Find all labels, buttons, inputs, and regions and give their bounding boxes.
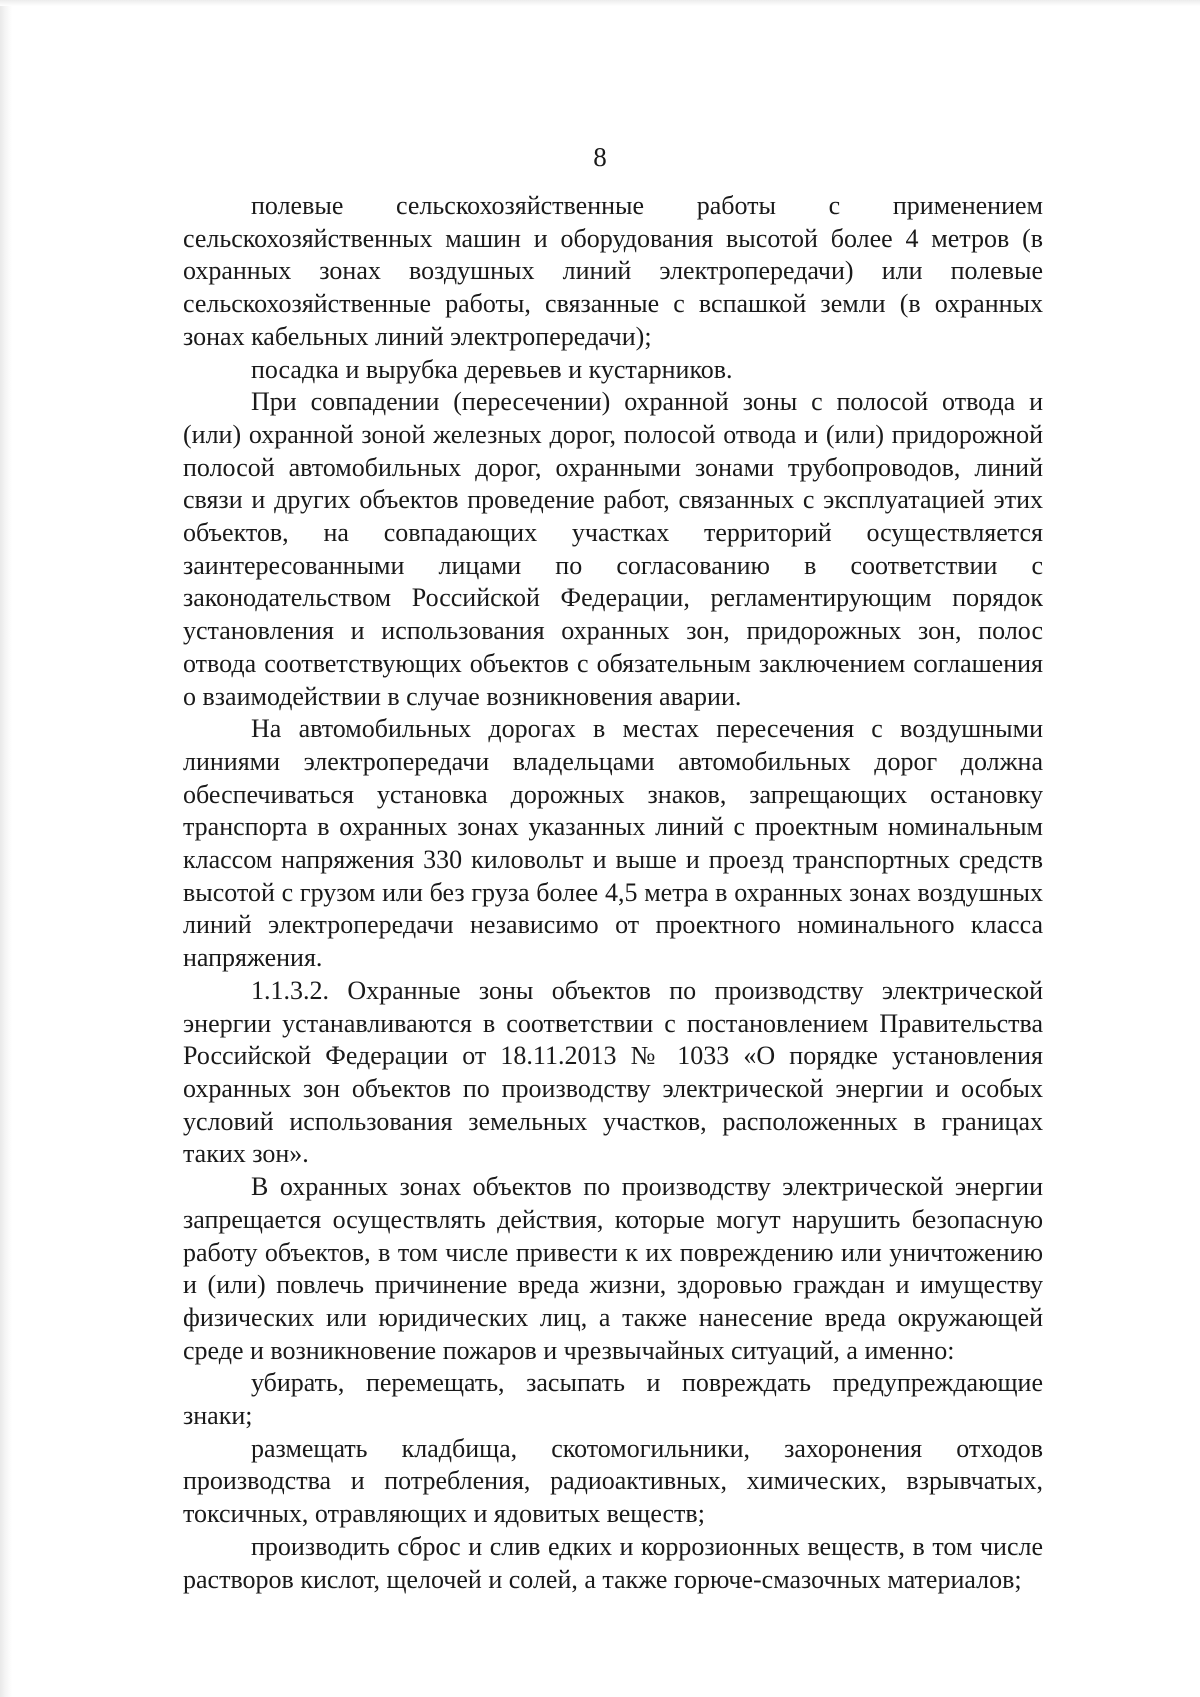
paragraph: В охранных зонах объектов по производству электрической энергии запрещается осуществлять действия, которые могут нарушить безопасную работу объектов, в том числе привести к их повреждению или уничтожению и (или) повлечь причинение вреда жизни, здоровью граждан и имуществу физических или юридических лиц, а также нанесение вреда окружающей среде и возникновение пожаров и чрезвычайных ситуаций, а именно: xyxy=(183,1172,1043,1365)
paragraph: При совпадении (пересечении) охранной зоны с полосой отвода и (или) охранной зоной железных дорог, полосой отвода и (или) придорожной полосой автомобильных дорог, охранными зонами трубопроводов, линий связи и других объектов проведение работ, связанных с эксплуатацией этих объектов, на совпадающих участках территорий осуществляется заинтересованными лицами по согласованию в соответствии с законодательством Российской Федерации, регламентирующим порядок установления и использования охранных зон, придорожных зон, полос отвода соответствующих объектов с обязательным заключением соглашения о взаимодействии в случае возникновения аварии. xyxy=(183,387,1043,711)
scan-top-shadow xyxy=(0,0,1200,6)
document-body xyxy=(183,190,1043,1596)
scan-edge-shadow xyxy=(0,0,12,1697)
paragraph: 1.1.3.2. Охранные зоны объектов по производству электрической энергии устанавливаются в соответствии с постановлением Правительства Российской Федерации от 18.11.2013 № 1033 «О порядке установления охранных зон объектов по производству электрической энергии и особых условий использования земельных участков, расположенных в границах таких зон». xyxy=(183,975,1043,1169)
paragraph: размещать кладбища, скотомогильники, захоронения отходов производства и потребления, радиоактивных, химических, взрывчатых, токсичных, отравляющих и ядовитых веществ; xyxy=(183,1433,1043,1529)
paragraph: На автомобильных дорогах в местах пересечения с воздушными линиями электропередачи владельцами автомобильных дорог должна обеспечиваться установка дорожных знаков, запрещающих остановку транспорта в охранных зонах указанных линий с проектным номинальным классом напряжения 330 киловольт и выше и проезд транспортных средств высотой с грузом или без груза более 4,5 метра в охранных зонах воздушных линий электропередачи независимо от проектного номинального класса напряжения. xyxy=(183,714,1043,973)
paragraph: убирать, перемещать, засыпать и повреждать предупреждающие знаки; xyxy=(183,1368,1043,1431)
page-number: 8 xyxy=(593,142,607,172)
paragraph: полевые сельскохозяйственные работы с применением сельскохозяйственных машин и оборудования высотой более 4 метров (в охранных зонах воздушных линий электропередачи) или полевые сельскохозяйственные работы, связанные с вспашкой земли (в охранных зонах кабельных линий электропередачи); xyxy=(183,191,1043,351)
paragraph: посадка и вырубка деревьев и кустарников. xyxy=(251,354,733,384)
paragraph: производить сброс и слив едких и коррозионных веществ, в том числе растворов кислот, щелочей и солей, а также горюче-смазочных материалов; xyxy=(183,1531,1043,1594)
